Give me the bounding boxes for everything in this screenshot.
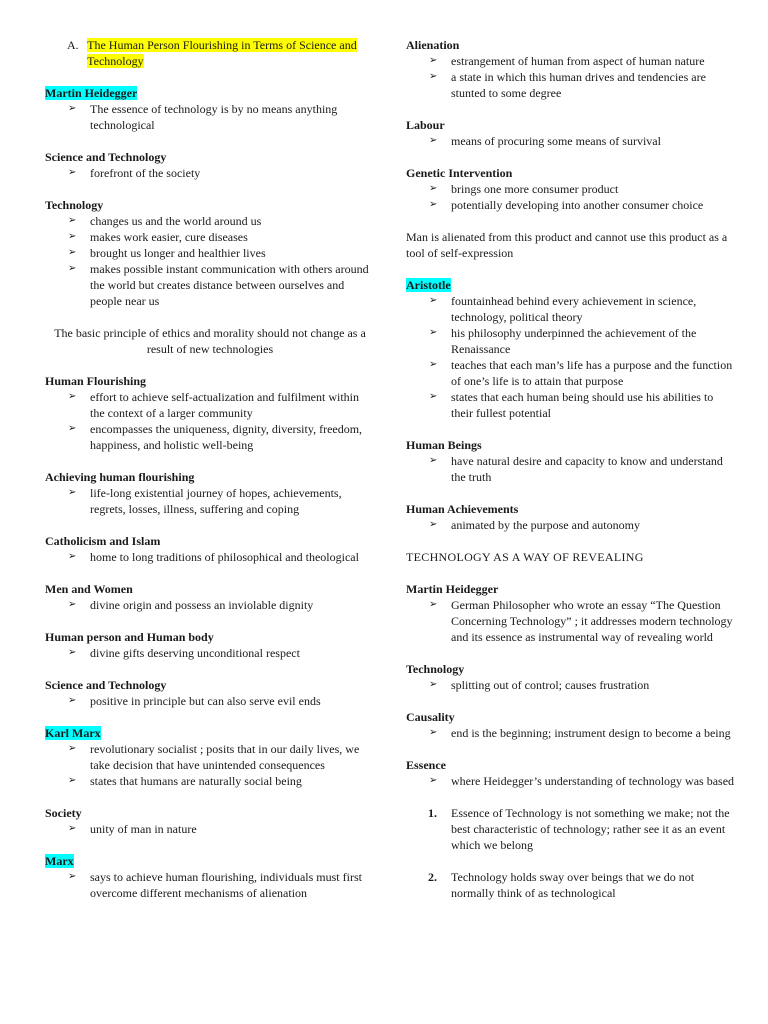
bullet-text: unity of man in nature	[90, 822, 197, 836]
bullet-item	[406, 453, 736, 485]
section-block	[406, 277, 736, 421]
section-heading	[45, 581, 375, 597]
section-block	[45, 533, 375, 565]
spacer	[45, 453, 375, 469]
section-block	[45, 85, 375, 133]
section-block	[45, 725, 375, 789]
section-heading-text: Marx	[45, 854, 74, 868]
section-heading	[45, 197, 375, 213]
section-block	[406, 757, 736, 901]
section-block	[45, 677, 375, 709]
bullet-item	[406, 677, 736, 693]
arrow-bullet-icon: ➢	[68, 743, 77, 754]
section-heading-text: Achieving human flourishing	[45, 470, 195, 484]
section-block	[45, 581, 375, 613]
section-heading-text: Technology	[45, 198, 104, 212]
arrow-bullet-icon: ➢	[68, 215, 77, 226]
paragraph: The basic principle of ethics and morality should not change as a result of new technologies	[54, 326, 366, 356]
item-number: 2.	[428, 870, 437, 884]
bullet-item	[406, 725, 736, 741]
section-heading-text: Martin Heidegger	[406, 582, 499, 596]
bullet-list	[406, 181, 736, 213]
left-column	[45, 37, 375, 901]
bullet-text: makes work easier, cure diseases	[90, 230, 248, 244]
bullet-text: teaches that each man’s life has a purpose and the function of one’s life is to attain that purpose	[451, 358, 733, 388]
left-body	[45, 85, 375, 901]
subsection-title: TECHNOLOGY AS A WAY OF REVEALING	[406, 550, 644, 564]
bullet-item	[406, 133, 736, 149]
arrow-bullet-icon: ➢	[429, 599, 438, 610]
bullet-item	[406, 325, 736, 357]
arrow-bullet-icon: ➢	[68, 823, 77, 834]
arrow-bullet-icon: ➢	[68, 391, 77, 402]
section-heading-text: Men and Women	[45, 582, 133, 596]
section-heading-text: Society	[45, 806, 82, 820]
bullet-text: brings one more consumer product	[451, 182, 619, 196]
section-heading-text: Martin Heidegger	[45, 86, 138, 100]
section-heading	[406, 661, 736, 677]
right-column	[406, 37, 736, 901]
bullet-list	[45, 485, 375, 517]
bullet-list	[45, 213, 375, 309]
spacer	[406, 645, 736, 661]
bullet-list	[45, 741, 375, 789]
bullet-list	[45, 389, 375, 453]
section-heading	[406, 437, 736, 453]
spacer	[45, 133, 375, 149]
bullet-text: The essence of technology is by no means anything technological	[90, 102, 338, 132]
bullet-text: home to long traditions of philosophical and theological	[90, 550, 359, 564]
section-block	[45, 853, 375, 901]
section-block	[406, 437, 736, 485]
spacer	[406, 789, 736, 805]
spacer	[406, 101, 736, 117]
bullet-text: estrangement of human from aspect of human nature	[451, 54, 705, 68]
bullet-item	[45, 421, 375, 453]
section-block	[45, 629, 375, 661]
bullet-list	[406, 133, 736, 149]
bullet-text: German Philosopher who wrote an essay “The Question Concerning Technology” ; it addresses modern technology and its essence as instrumental way of revealing world	[451, 598, 733, 644]
bullet-item	[45, 389, 375, 421]
section-heading	[45, 533, 375, 549]
section-heading-text: Causality	[406, 710, 455, 724]
spacer	[406, 213, 736, 229]
bullet-text: effort to achieve self-actualization and fulfilment within the context of a larger community	[90, 390, 360, 420]
section-heading-text: Alienation	[406, 38, 460, 52]
section-block	[45, 197, 375, 309]
section-block	[45, 805, 375, 837]
section-heading	[45, 469, 375, 485]
bullet-text: encompasses the uniqueness, dignity, diversity, freedom, happiness, and holistic well-being	[90, 422, 363, 452]
section-heading-text: Aristotle	[406, 278, 451, 292]
arrow-bullet-icon: ➢	[68, 695, 77, 706]
arrow-bullet-icon: ➢	[429, 359, 438, 370]
bullet-item	[406, 597, 736, 645]
section-heading-text: Human Achievements	[406, 502, 519, 516]
bullet-text: divine gifts deserving unconditional respect	[90, 646, 300, 660]
spacer	[45, 613, 375, 629]
bullet-text: positive in principle but can also serve evil ends	[90, 694, 321, 708]
arrow-bullet-icon: ➢	[68, 871, 77, 882]
arrow-bullet-icon: ➢	[429, 295, 438, 306]
bullet-item	[45, 485, 375, 517]
bullet-list	[45, 597, 375, 613]
bullet-item	[45, 213, 375, 229]
arrow-bullet-icon: ➢	[429, 199, 438, 210]
bullet-text: forefront of the society	[90, 166, 201, 180]
bullet-list	[45, 101, 375, 133]
bullet-item	[406, 357, 736, 389]
item-text: Essence of Technology is not something we make; not the best characteristic of technology; rather see it as an event which we belong	[451, 806, 730, 852]
section-heading	[45, 853, 375, 869]
bullet-item	[45, 229, 375, 245]
section-block	[45, 149, 375, 181]
bullet-list	[406, 293, 736, 421]
arrow-bullet-icon: ➢	[429, 327, 438, 338]
bullet-list	[45, 549, 375, 565]
bullet-text: brought us longer and healthier lives	[90, 246, 266, 260]
section-heading	[45, 149, 375, 165]
arrow-bullet-icon: ➢	[429, 727, 438, 738]
arrow-bullet-icon: ➢	[429, 183, 438, 194]
bullet-text: potentially developing into another consumer choice	[451, 198, 704, 212]
spacer	[45, 709, 375, 725]
bullet-item	[406, 773, 736, 789]
paragraph: Man is alienated from this product and cannot use this product as a tool of self-expression	[406, 230, 728, 260]
bullet-text: his philosophy underpinned the achievement of the Renaissance	[451, 326, 697, 356]
bullet-text: states that humans are naturally social being	[90, 774, 302, 788]
spacer	[45, 837, 375, 853]
bullet-item	[406, 53, 736, 69]
section-heading-text: Catholicism and Islam	[45, 534, 161, 548]
bullet-item	[45, 869, 375, 901]
section-heading	[406, 165, 736, 181]
numbered-item	[406, 869, 736, 901]
bullet-text: a state in which this human drives and tendencies are stunted to some degree	[451, 70, 706, 100]
bullet-list	[45, 693, 375, 709]
section-heading	[45, 629, 375, 645]
arrow-bullet-icon: ➢	[68, 247, 77, 258]
bullet-list	[45, 869, 375, 901]
section-heading-text: Labour	[406, 118, 445, 132]
bullet-item	[406, 69, 736, 101]
section-heading	[406, 37, 736, 53]
section-title-text: The Human Person Flourishing in Terms of Science and Technology	[87, 38, 357, 68]
bullet-list	[406, 773, 736, 789]
arrow-bullet-icon: ➢	[68, 263, 77, 274]
spacer	[406, 149, 736, 165]
arrow-bullet-icon: ➢	[68, 487, 77, 498]
arrow-bullet-icon: ➢	[429, 455, 438, 466]
spacer	[45, 661, 375, 677]
section-block	[406, 117, 736, 149]
bullet-item	[406, 181, 736, 197]
section-title	[45, 37, 375, 69]
bullet-text: fountainhead behind every achievement in science, technology, political theory	[451, 294, 697, 324]
bullet-item	[406, 517, 736, 533]
bullet-item	[45, 693, 375, 709]
bullet-list	[406, 453, 736, 485]
bullet-item	[45, 773, 375, 789]
arrow-bullet-icon: ➢	[429, 71, 438, 82]
bullet-item	[45, 245, 375, 261]
section-block	[406, 37, 736, 101]
arrow-bullet-icon: ➢	[68, 599, 77, 610]
bullet-item	[45, 165, 375, 181]
bullet-item	[45, 261, 375, 309]
arrow-bullet-icon: ➢	[68, 551, 77, 562]
spacer	[45, 517, 375, 533]
section-heading-text: Genetic Intervention	[406, 166, 513, 180]
section-heading	[45, 85, 375, 101]
bullet-item	[45, 645, 375, 661]
section-heading	[45, 805, 375, 821]
arrow-bullet-icon: ➢	[429, 135, 438, 146]
bullet-text: changes us and the world around us	[90, 214, 262, 228]
section-heading-text: Technology	[406, 662, 465, 676]
arrow-bullet-icon: ➢	[68, 167, 77, 178]
bullet-item	[406, 197, 736, 213]
arrow-bullet-icon: ➢	[68, 775, 77, 786]
bullet-text: life-long existential journey of hopes, achievements, regrets, losses, illness, suffering and coping	[90, 486, 342, 516]
arrow-bullet-icon: ➢	[429, 519, 438, 530]
section-block	[406, 165, 736, 213]
bullet-item	[45, 597, 375, 613]
spacer	[45, 565, 375, 581]
section-marker: A.	[67, 38, 79, 52]
section-heading	[45, 373, 375, 389]
bullet-text: states that each human being should use his abilities to their fullest potential	[451, 390, 714, 420]
arrow-bullet-icon: ➢	[68, 231, 77, 242]
section-heading	[406, 757, 736, 773]
arrow-bullet-icon: ➢	[429, 775, 438, 786]
section-heading-text: Karl Marx	[45, 726, 101, 740]
bullet-text: revolutionary socialist ; posits that in our daily lives, we take decision that have unintended consequences	[90, 742, 360, 772]
item-number: 1.	[428, 806, 437, 820]
arrow-bullet-icon: ➢	[429, 679, 438, 690]
arrow-bullet-icon: ➢	[68, 103, 77, 114]
spacer	[406, 533, 736, 549]
section-heading	[406, 117, 736, 133]
bullet-list	[406, 53, 736, 101]
bullet-item	[45, 821, 375, 837]
bullet-text: where Heidegger’s understanding of technology was based	[451, 774, 735, 788]
section-heading-text: Human Beings	[406, 438, 482, 452]
bullet-list	[406, 725, 736, 741]
bullet-list	[406, 517, 736, 533]
arrow-bullet-icon: ➢	[429, 391, 438, 402]
bullet-text: splitting out of control; causes frustration	[451, 678, 650, 692]
section-heading-text: Science and Technology	[45, 678, 167, 692]
bullet-list	[45, 645, 375, 661]
section-heading	[406, 581, 736, 597]
bullet-list	[45, 165, 375, 181]
bullet-item	[406, 389, 736, 421]
arrow-bullet-icon: ➢	[68, 647, 77, 658]
section-heading-text: Human Flourishing	[45, 374, 147, 388]
bullet-list	[406, 677, 736, 693]
arrow-bullet-icon: ➢	[429, 55, 438, 66]
bullet-list	[406, 597, 736, 645]
section-heading	[406, 501, 736, 517]
bullet-text: end is the beginning; instrument design to become a being	[451, 726, 731, 740]
section-block	[406, 549, 736, 565]
section-heading	[406, 277, 736, 293]
spacer	[45, 789, 375, 805]
spacer	[406, 421, 736, 437]
bullet-text: animated by the purpose and autonomy	[451, 518, 640, 532]
bullet-item	[45, 741, 375, 773]
spacer	[406, 485, 736, 501]
bullet-text: means of procuring some means of survival	[451, 134, 661, 148]
bullet-text: divine origin and possess an inviolable dignity	[90, 598, 314, 612]
section-heading-text: Essence	[406, 758, 446, 772]
section-block	[45, 469, 375, 517]
numbered-item	[406, 805, 736, 853]
section-block	[45, 373, 375, 453]
item-text: Technology holds sway over beings that we do not normally think of as technological	[451, 870, 695, 900]
spacer	[45, 181, 375, 197]
bullet-item	[45, 549, 375, 565]
spacer	[406, 853, 736, 869]
section-heading-text: Science and Technology	[45, 150, 167, 164]
bullet-list	[45, 821, 375, 837]
bullet-text: makes possible instant communication with others around the world but creates distance between ourselves and people near us	[90, 262, 369, 308]
arrow-bullet-icon: ➢	[68, 423, 77, 434]
section-heading	[406, 709, 736, 725]
bullet-text: says to achieve human flourishing, individuals must first overcome different mechanisms of alienation	[90, 870, 362, 900]
section-block	[406, 229, 736, 261]
spacer	[45, 309, 375, 325]
section-heading	[45, 725, 375, 741]
section-heading	[45, 677, 375, 693]
spacer	[406, 741, 736, 757]
spacer	[45, 357, 375, 373]
section-block	[406, 581, 736, 645]
spacer	[406, 693, 736, 709]
section-block	[406, 709, 736, 741]
bullet-item	[45, 101, 375, 133]
spacer	[406, 565, 736, 581]
right-body	[406, 37, 736, 901]
spacer	[406, 261, 736, 277]
section-block	[406, 661, 736, 693]
section-block	[406, 501, 736, 533]
section-heading-text: Human person and Human body	[45, 630, 214, 644]
bullet-text: have natural desire and capacity to know and understand the truth	[451, 454, 723, 484]
bullet-item	[406, 293, 736, 325]
section-block	[45, 325, 375, 357]
numbered-list	[406, 789, 736, 901]
